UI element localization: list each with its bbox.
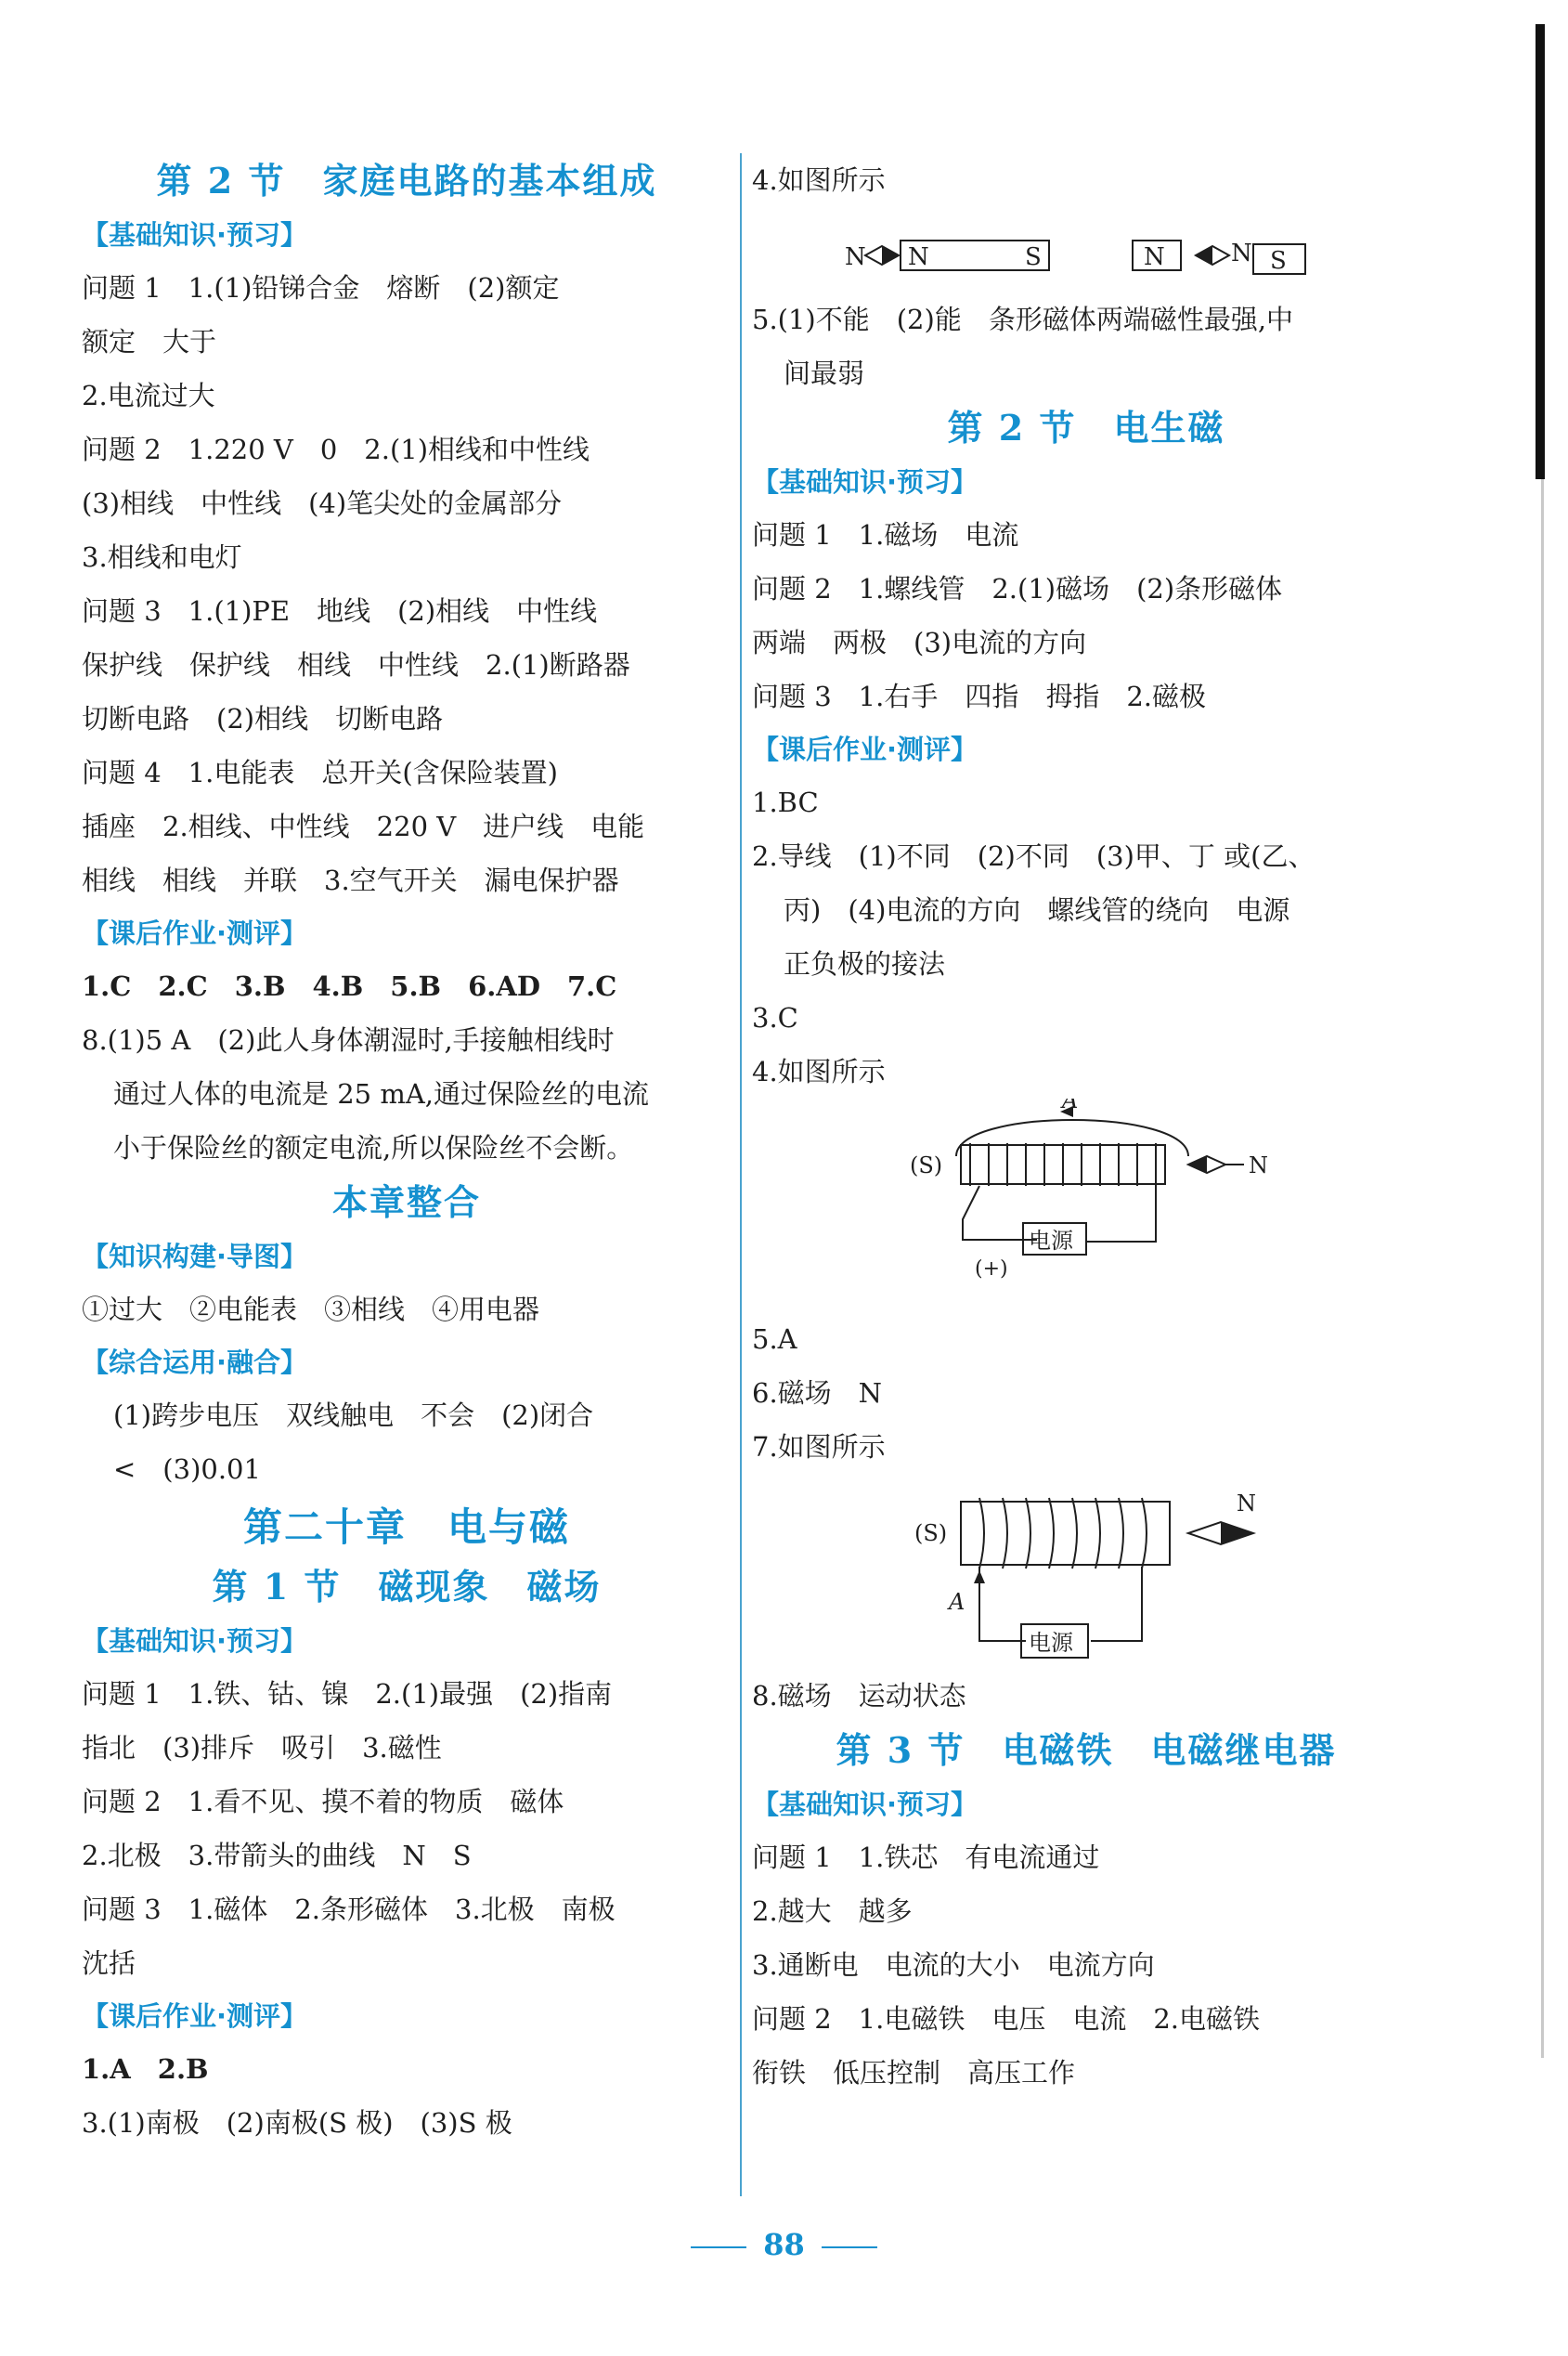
magnet-diagram-1	[752, 207, 1420, 293]
answer-line: 正负极的接法	[784, 948, 946, 980]
compass-needle-dark	[1221, 1522, 1253, 1544]
section-tag: 【知识构建·导图】	[82, 1241, 308, 1272]
answer-line: 问题 1 1.铁、钴、镍 2.(1)最强 (2)指南	[82, 1678, 613, 1710]
pole-n-label: N	[1249, 1152, 1268, 1178]
magnet-s-label: S	[1270, 247, 1287, 275]
scan-edge-mark	[1536, 24, 1545, 479]
footer-dash	[691, 2246, 746, 2248]
scan-edge-line	[1541, 479, 1544, 2058]
answer-line: 间最弱	[784, 358, 865, 389]
answer-line: 问题 2 1.看不见、摸不着的物质 磁体	[82, 1786, 564, 1817]
pole-s-label: (S)	[914, 1520, 948, 1546]
answer-line: 问题 4 1.电能表 总开关(含保险装置)	[82, 757, 558, 788]
circuit-wire	[1091, 1567, 1142, 1641]
right-column	[752, 153, 1420, 2100]
section-tag: 【基础知识·预习】	[752, 466, 978, 498]
footer-dash	[822, 2246, 877, 2248]
answer-line: 1.C 2.C 3.B 4.B 5.B 6.AD 7.C	[82, 970, 617, 1002]
page-number: 88	[763, 2227, 805, 2262]
section-tag: 【基础知识·预习】	[752, 1789, 978, 1820]
section-tag: 【基础知识·预习】	[82, 1625, 308, 1657]
circuit-wire	[1086, 1186, 1156, 1242]
magnet-n-label: N	[1144, 243, 1165, 271]
answer-line: 切断电路 (2)相线 切断电路	[82, 703, 444, 735]
magnet-n-label: N	[908, 243, 929, 271]
section-tag: 【课后作业·测评】	[752, 734, 978, 765]
answer-line: 1.BC	[752, 787, 819, 818]
point-a-label: A	[949, 1589, 965, 1615]
section-tag: 【基础知识·预习】	[82, 219, 308, 251]
pole-s-label: (S)	[910, 1152, 943, 1178]
answer-line: 7.如图所示	[752, 1431, 886, 1463]
solenoid-diagram-1	[752, 1099, 1420, 1312]
answer-line: 保护线 保护线 相线 中性线 2.(1)断路器	[82, 649, 630, 681]
left-column	[82, 153, 732, 2150]
pole-n-label: N	[1237, 1490, 1256, 1516]
page-footer	[0, 2227, 1568, 2262]
answer-line: 相线 相线 并联 3.空气开关 漏电保护器	[82, 865, 619, 896]
answer-line: ①过大 ②电能表 ③相线 ④用电器	[82, 1294, 540, 1325]
answer-line: 4.如图所示	[752, 164, 886, 196]
answer-line: 指北 (3)排斥 吸引 3.磁性	[82, 1732, 442, 1764]
magnet-s-label: S	[1025, 243, 1042, 271]
answer-line: 4.如图所示	[752, 1056, 886, 1087]
answer-line: 额定 大于	[82, 326, 217, 358]
answer-line: < (3)0.01	[113, 1453, 261, 1485]
answer-line: (3)相线 中性线 (4)笔尖处的金属部分	[82, 488, 563, 519]
solenoid-core	[961, 1502, 1170, 1565]
answer-line: 问题 2 1.电磁铁 电压 电流 2.电磁铁	[752, 2003, 1261, 2035]
section-tag: 【课后作业·测评】	[82, 2000, 308, 2032]
answer-line: 3.C	[752, 1002, 798, 1034]
answer-line: 小于保险丝的额定电流,所以保险丝不会断。	[113, 1132, 634, 1164]
compass-n-label: N	[1231, 240, 1252, 267]
answer-line: 丙) (4)电流的方向 螺线管的绕向 电源	[784, 894, 1290, 926]
section-tag: 【课后作业·测评】	[82, 918, 308, 949]
answer-line: 问题 3 1.右手 四指 拇指 2.磁极	[752, 681, 1207, 712]
answer-line: 3.通断电 电流的大小 电流方向	[752, 1949, 1155, 1981]
answer-line: 插座 2.相线、中性线 220 V 进户线 电能	[82, 811, 645, 842]
answer-line: 问题 3 1.(1)PE 地线 (2)相线 中性线	[82, 595, 598, 627]
section-title: 本章整合	[331, 1181, 481, 1223]
current-arrow-icon	[974, 1570, 985, 1583]
answer-line: 问题 2 1.螺线管 2.(1)磁场 (2)条形磁体	[752, 573, 1283, 605]
answer-line: 8.(1)5 A (2)此人身体潮湿时,手接触相线时	[82, 1024, 615, 1056]
answer-line: 1.A 2.B	[82, 2053, 209, 2085]
answer-line: 2.电流过大	[82, 380, 215, 411]
compass-n-label: N	[845, 243, 866, 271]
answer-line: 8.磁场 运动状态	[752, 1680, 966, 1712]
answer-line: (1)跨步电压 双线触电 不会 (2)闭合	[113, 1399, 594, 1431]
section-tag: 【综合运用·融合】	[82, 1347, 308, 1378]
answer-line: 6.磁场 N	[752, 1377, 883, 1409]
compass-needle-dark	[1196, 246, 1212, 265]
solenoid-diagram-2	[752, 1474, 1420, 1669]
answer-line: 沈括	[82, 1947, 136, 1979]
answer-line: 2.越大 越多	[752, 1895, 913, 1927]
section-title: 第 2 节 电生磁	[947, 407, 1225, 449]
column-divider	[740, 153, 742, 2196]
power-source-label: 电源	[1029, 1228, 1073, 1254]
circuit-wire	[979, 1567, 1026, 1641]
field-line	[956, 1120, 1188, 1156]
compass-needle-dark	[1188, 1156, 1207, 1173]
answer-line: 问题 3 1.磁体 2.条形磁体 3.北极 南极	[82, 1894, 616, 1925]
answer-line: 通过人体的电流是 25 mA,通过保险丝的电流	[113, 1078, 649, 1110]
answer-line: 问题 2 1.220 V 0 2.(1)相线和中性线	[82, 434, 590, 465]
answer-line: 问题 1 1.铁芯 有电流通过	[752, 1842, 1100, 1873]
chapter-title: 第二十章 电与磁	[242, 1504, 570, 1550]
answer-line: 衔铁 低压控制 高压工作	[752, 2057, 1076, 2089]
magnet-figure-1	[752, 207, 1420, 293]
answer-line: 3.(1)南极 (2)南极(S 极) (3)S 极	[82, 2107, 512, 2139]
answer-line: 3.相线和电灯	[82, 541, 242, 573]
answer-line: 5.A	[752, 1323, 797, 1355]
power-source-label: 电源	[1029, 1630, 1073, 1656]
answer-line: 问题 1 1.(1)铅锑合金 熔断 (2)额定	[82, 272, 560, 304]
section-title: 第 3 节 电磁铁 电磁继电器	[836, 1729, 1337, 1771]
solenoid-coil	[970, 1143, 1156, 1186]
solenoid-figure-1	[752, 1099, 1420, 1312]
answer-line: 2.北极 3.带箭头的曲线 N S	[82, 1840, 472, 1871]
answer-line: 两端 两极 (3)电流的方向	[752, 627, 1087, 658]
answer-line: 2.导线 (1)不同 (2)不同 (3)甲、丁 或(乙、	[752, 840, 1315, 872]
positive-terminal-label: (+)	[975, 1257, 1008, 1281]
answer-line: 问题 1 1.磁场 电流	[752, 519, 1019, 551]
solenoid-figure-2	[752, 1474, 1420, 1669]
solenoid-coil	[979, 1498, 1147, 1568]
section-title: 第 1 节 磁现象 磁场	[212, 1566, 602, 1608]
compass-needle-dark	[882, 246, 899, 265]
point-a-label: A	[1062, 1099, 1079, 1113]
answer-line: 5.(1)不能 (2)能 条形磁体两端磁性最强,中	[752, 304, 1294, 335]
circuit-wire	[963, 1186, 1037, 1240]
section-title: 第 2 节 家庭电路的基本组成	[156, 160, 657, 202]
